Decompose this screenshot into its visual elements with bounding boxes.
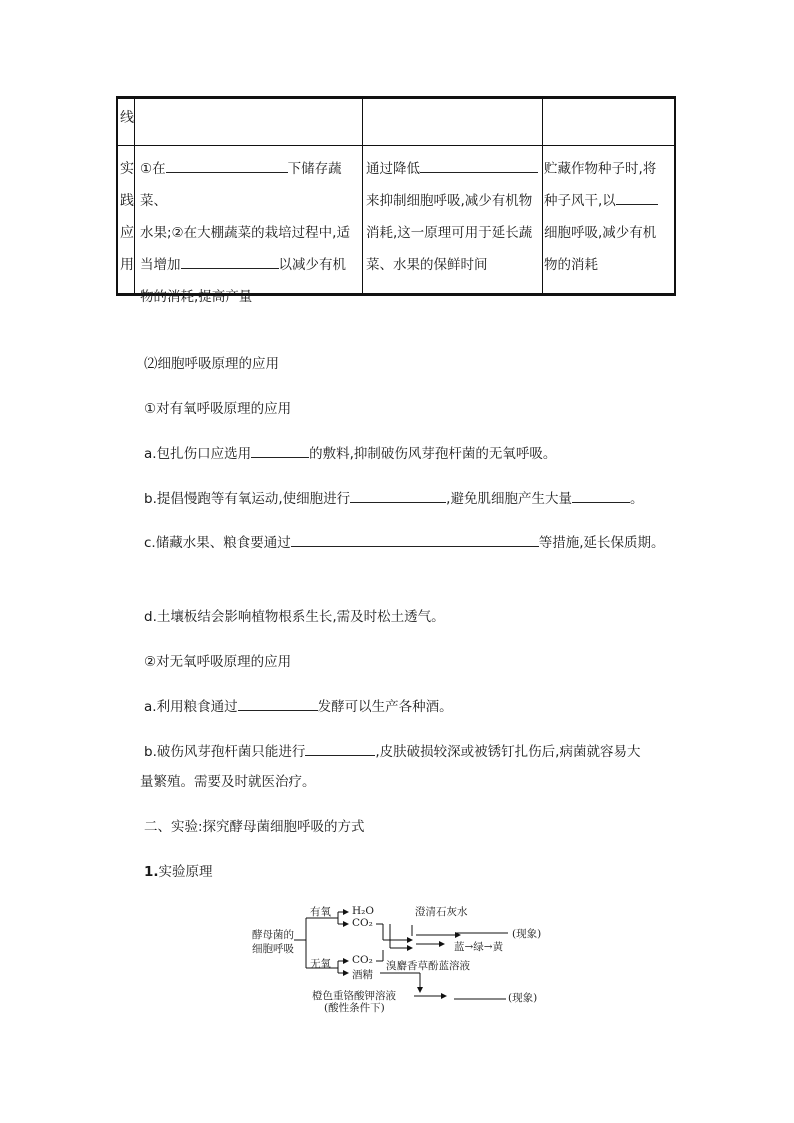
phenomenon-label-2: (现象) <box>508 992 538 1004</box>
principle-heading: 1.实验原理 <box>144 864 213 880</box>
item-a-aerobic: a.包扎伤口应选用 的敷料,抑制破伤风芽孢杆菌的无氧呼吸。 <box>144 442 556 462</box>
phenomenon-label-1: (现象) <box>512 928 542 940</box>
acidic-condition-label: (酸性条件下) <box>324 1002 385 1014</box>
alcohol-label: 酒精 <box>352 969 373 981</box>
anaerobic-label: 无氧 <box>310 958 331 970</box>
table-divider <box>362 99 363 293</box>
subsection-aerobic: ①对有氧呼吸原理的应用 <box>144 401 292 417</box>
experiment-heading: 二、实验:探究酵母菌细胞呼吸的方式 <box>144 819 365 835</box>
item-b-aerobic: b.提倡慢跑等有氧运动,使细胞进行 ,避免肌细胞产生大量 。 <box>144 487 643 507</box>
item-d-aerobic: d.土壤板结会影响植物根系生长,需及时松土透气。 <box>144 609 445 625</box>
color-change-label: 蓝→绿→黄 <box>454 941 504 953</box>
aerobic-label: 有氧 <box>310 906 331 918</box>
co2-aerobic-label: CO₂ <box>352 917 373 929</box>
section-heading: ⑵细胞呼吸原理的应用 <box>144 356 279 372</box>
table-divider <box>118 145 674 146</box>
application-table <box>116 96 676 305</box>
table-divider <box>542 99 543 293</box>
yeast-label-1: 酵母菌的 <box>252 929 294 941</box>
cell-aerobic-practice: ①在 下储存蔬菜、 水果;②在大棚蔬菜的栽培过程中,适 当增加 以减少有机 物的消耗,提高产量 <box>140 153 362 313</box>
subsection-anaerobic: ②对无氧呼吸原理的应用 <box>144 654 292 670</box>
item-a-anaerobic: a.利用粮食通过 发酵可以生产各种酒。 <box>144 695 453 715</box>
limewater-label: 澄清石灰水 <box>415 906 468 918</box>
row-header-line: 线 <box>120 110 134 126</box>
yeast-label-2: 细胞呼吸 <box>252 943 294 955</box>
dichromate-label: 橙色重铬酸钾溶液 <box>312 990 396 1002</box>
h2o-label: H₂O <box>352 905 374 917</box>
item-b-anaerobic-cont: 量繁殖。需要及时就医治疗。 <box>140 774 316 790</box>
cell-temperature-practice: 通过降低 来抑制细胞呼吸,减少有机物 消耗,这一原理可用于延长蔬 菜、水果的保鲜时间 <box>366 153 542 281</box>
item-c-aerobic: c.储藏水果、粮食要通过 等措施,延长保质期。 <box>144 531 665 551</box>
btb-label: 溴麝香草酚蓝溶液 <box>386 960 470 972</box>
row-header-practice: 实 践 应 用 <box>120 161 134 273</box>
co2-anaerobic-label: CO₂ <box>352 954 373 966</box>
cell-water-practice: 贮藏作物种子时,将 种子风干,以 细胞呼吸,减少有机 物的消耗 <box>544 161 657 273</box>
item-b-anaerobic: b.破伤风芽孢杆菌只能进行 ,皮肤破损较深或被锈钉扎伤后,病菌就容易大 <box>144 740 640 760</box>
